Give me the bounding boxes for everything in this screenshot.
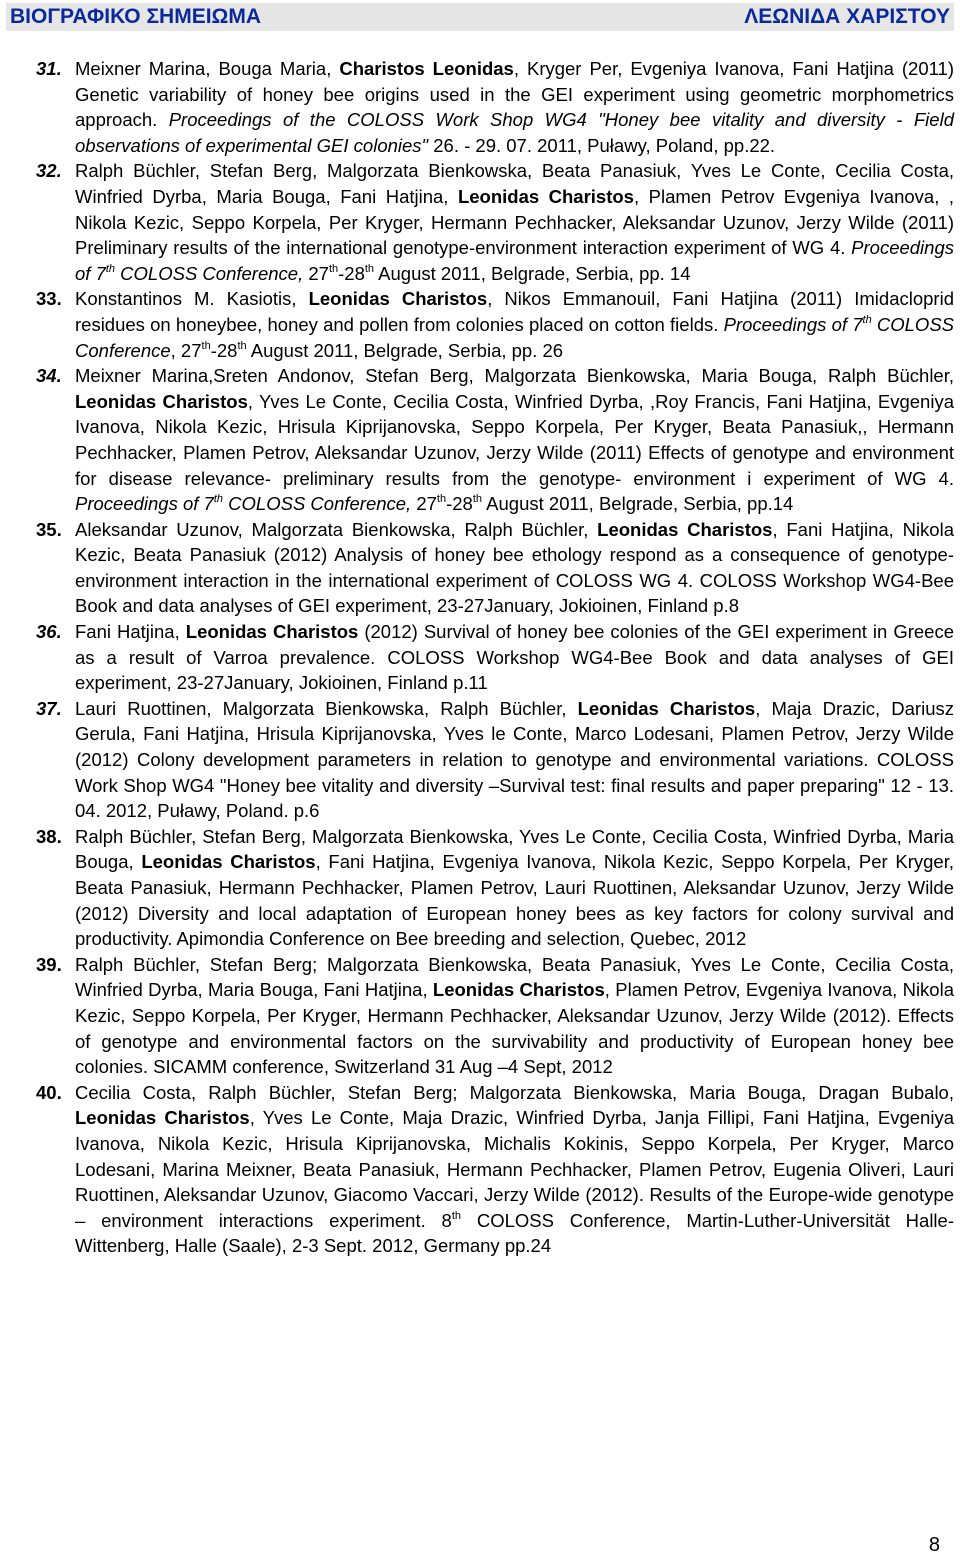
- reference-number: 36.: [36, 621, 62, 643]
- highlighted-author: Leonidas Charistos: [432, 979, 605, 1001]
- reference-segment: , Yves Le Conte, Cecilia Costa, Winfried Dyrba, ,Roy Francis, Fani Hatjina, Evgeniya Ivanova, Nikola Kezic, Hrisula Kiprijanovska, Seppo Korpela, Per Kryger, Beata Panasiuk,, Hermann Pechhacker, Plamen Petrov, Aleksandar Uzunov, Jerzy Wilde (2011) Effects of genotype and environment for disease relevance- preliminary results from the genotype- environment i experiment of WG 4.: [75, 390, 954, 489]
- reference-item: [36, 1080, 958, 1259]
- reference-text: [75, 1080, 954, 1259]
- proceedings-title: COLOSS Conference,: [223, 493, 412, 515]
- reference-number: 34.: [36, 365, 62, 387]
- reference-segment: August 2011, Belgrade, Serbia, pp.14: [482, 493, 794, 515]
- reference-text: [75, 286, 954, 363]
- highlighted-author: Leonidas Charistos: [75, 390, 248, 412]
- highlighted-author: Leonidas Charistos: [185, 621, 359, 643]
- reference-text: [75, 56, 954, 158]
- reference-segment: COLOSS Conference, Martin-Luther-Universität Halle-Wittenberg, Halle (Saale), 2-3 Sept. 2012, Germany pp.24: [75, 1209, 954, 1257]
- reference-segment: August 2011, Belgrade, Serbia, pp. 14: [374, 262, 691, 284]
- highlighted-author: Charistos Leonidas: [339, 58, 514, 79]
- reference-number: 38.: [36, 825, 62, 847]
- page-number: 8: [928, 1534, 940, 1556]
- reference-segment: , Kryger Per, Evgeniya Ivanova, Fani Hatjina (2011) Genetic variability of honey bee origins used in the GEI experiment using geometric morphometrics approach.: [75, 58, 954, 131]
- proceedings-title: Proceedings of the COLOSS Work Shop WG4 "Honey bee vitality and diversity - Field observations of experimental GEI colonies": [75, 109, 954, 156]
- reference-segment: Ralph Büchler, Stefan Berg; Malgorzata Bienkowska, Beata Panasiuk, Yves Le Conte, Cecilia Costa, Winfried Dyrba, Maria Bouga, Fani Hatjina,: [75, 953, 954, 1001]
- ordinal-suffix: th: [105, 262, 116, 275]
- reference-segment: , Fani Hatjina, Nikola Kezic, Beata Panasiuk (2012) Analysis of honey bee ethology respond as a consequence of genotype-environment interaction in the international experiment of COLOSS WG 4. COLOSS Workshop WG4-Bee Book and data analyses of GEI experiment, 23-27January, Jokioinen, Finland p.8: [75, 518, 954, 617]
- reference-segment: , Maja Drazic, Dariusz Gerula, Fani Hatjina, Hrisula Kiprijanovska, Yves le Conte, Marco Lodesani, Plamen Petrov, Jerzy Wilde (2012) Colony development parameters in relation to genotype and environmental variations. COLOSS Work Shop WG4 "Honey bee vitality and diversity –Survival test: final results and paper preparing" 12 - 13. 04. 2012, Puławy, Poland. p.6: [75, 697, 954, 822]
- reference-text: [75, 824, 954, 952]
- ordinal-suffix: th: [213, 493, 224, 506]
- reference-text: [75, 696, 954, 824]
- proceedings-title: Proceedings of 7: [723, 313, 863, 335]
- proceedings-title: COLOSS Conference: [75, 313, 955, 361]
- reference-segment: , Fani Hatjina, Evgeniya Ivanova, Nikola Kezic, Seppo Korpela, Per Kryger, Beata Panasiuk, Hermann Pechhacker, Plamen Petrov, Lauri Ruottinen, Aleksandar Uzunov, Jerzy Wilde (2012) Diversity and local adaptation of European honey bees as key factors for colony survival and productivity. Apimondia Conference on Bee breeding and selection, Quebec, 2012: [75, 851, 954, 950]
- reference-number: 33.: [36, 288, 62, 310]
- reference-item: [36, 363, 958, 517]
- reference-text: [75, 952, 954, 1080]
- reference-segment: -28: [338, 262, 365, 284]
- reference-number: 35.: [36, 518, 62, 540]
- ordinal-suffix: th: [862, 313, 872, 326]
- reference-segment: Ralph Büchler, Stefan Berg, Malgorzata Bienkowska, Yves Le Conte, Cecilia Costa, Winfried Dyrba, Maria Bouga,: [75, 825, 954, 873]
- reference-segment: , Nikos Emmanouil, Fani Hatjina (2011) Imidacloprid residues on honeybee, honey and pollen from colonies placed on cotton fields.: [75, 288, 954, 335]
- reference-segment: Meixner Marina, Bouga Maria,: [75, 58, 340, 79]
- reference-number: 37.: [36, 697, 62, 719]
- reference-text: [75, 619, 954, 696]
- reference-segment: Konstantinos M. Kasiotis,: [75, 288, 309, 310]
- reference-number: 31.: [36, 58, 62, 79]
- ordinal-suffix: th: [472, 493, 483, 506]
- ordinal-suffix: th: [237, 339, 247, 352]
- reference-item: [36, 286, 958, 363]
- reference-segment: Aleksandar Uzunov, Malgorzata Bienkowska, Ralph Büchler,: [75, 518, 598, 540]
- reference-item: [36, 696, 958, 824]
- highlighted-author: Leonidas Charistos: [577, 697, 756, 719]
- reference-segment: , Yves Le Conte, Maja Drazic, Winfried Dyrba, Janja Fillipi, Fani Hatjina, Evgeniya Ivanova, Nikola Kezic, Hrisula Kiprijanovska, Michalis Kokinis, Seppo Korpela, Per Kryger, Marco Lodesani, Marina Meixner, Beata Panasiuk, Hermann Pechhacker, Plamen Petrov, Eugenia Oliveri, Lauri Ruottinen, Aleksandar Uzunov, Giacomo Vaccari, Jerzy Wilde (2012). Results of the Europe-wide genotype – environment interactions experiment. 8: [75, 1107, 954, 1231]
- ordinal-suffix: th: [436, 493, 447, 506]
- highlighted-author: Leonidas Charistos: [75, 1107, 250, 1129]
- highlighted-author: Leonidas Charistos: [597, 518, 773, 540]
- reference-segment: , Plamen Petrov Evgeniya Ivanova, , Nikola Kezic, Seppo Korpela, Per Kryger, Hermann Pechhacker, Aleksandar Uzunov, Jerzy Wilde (2011) Preliminary results of the international genotype-environment interaction experiment of WG 4.: [75, 185, 954, 259]
- reference-item: [36, 517, 958, 619]
- reference-item: [36, 824, 958, 952]
- reference-text: [75, 363, 954, 517]
- ordinal-suffix: th: [451, 1209, 462, 1222]
- reference-segment: (2012) Survival of honey bee colonies of the GEI experiment in Greece as a result of Varroa prevalence. COLOSS Workshop WG4-Bee Book and data analyses of GEI experiment, 23-27January, Jokioinen, Finland p.11: [75, 621, 954, 694]
- reference-item: [36, 619, 958, 696]
- header-right-title: ΛΕΩΝΙΔΑ ΧΑΡΙΣΤΟΥ: [744, 5, 950, 28]
- highlighted-author: Leonidas Charistos: [457, 185, 634, 207]
- reference-segment: , Plamen Petrov, Evgeniya Ivanova, Nikola Kezic, Seppo Korpela, Per Kryger, Hermann Pechhacker, Aleksandar Uzunov, Jerzy Wilde (2012). Effects of genotype and environmental factors on the survivability and productivity of European honey bee colonies. SICAMM conference, Switzerland 31 Aug –4 Sept, 2012: [75, 979, 954, 1078]
- header-left-title: ΒΙΟΓΡΑΦΙΚΟ ΣΗΜΕΙΩΜΑ: [10, 5, 262, 28]
- reference-segment: 27: [303, 262, 329, 284]
- reference-segment: Ralph Büchler, Stefan Berg, Malgorzata Bienkowska, Beata Panasiuk, Yves Le Conte, Cecilia Costa, Winfried Dyrba, Maria Bouga, Fani Hatjina,: [75, 160, 954, 207]
- reference-number: 40.: [36, 1081, 62, 1103]
- reference-item: [36, 56, 958, 158]
- reference-segment: Cecilia Costa, Ralph Büchler, Stefan Berg; Malgorzata Bienkowska, Maria Bouga, Dragan Bubalo,: [75, 1081, 954, 1103]
- reference-segment: , 27: [170, 339, 202, 361]
- reference-segment: -28: [210, 339, 238, 361]
- proceedings-title: Proceedings of 7: [75, 493, 214, 515]
- reference-item: [36, 158, 958, 286]
- reference-segment: Lauri Ruottinen, Malgorzata Bienkowska, Ralph Büchler,: [75, 697, 578, 719]
- reference-text: [75, 517, 954, 619]
- reference-item: [36, 952, 958, 1080]
- reference-text: [75, 158, 954, 286]
- ordinal-suffix: th: [201, 339, 211, 352]
- reference-list: [36, 56, 958, 1259]
- highlighted-author: Leonidas Charistos: [141, 851, 316, 873]
- ordinal-suffix: th: [328, 262, 339, 275]
- ordinal-suffix: th: [364, 262, 375, 275]
- reference-segment: 27: [411, 493, 437, 515]
- reference-segment: 26. - 29. 07. 2011, Puławy, Poland, pp.22.: [428, 134, 776, 156]
- reference-segment: Fani Hatjina,: [75, 621, 186, 643]
- reference-segment: Meixner Marina,Sreten Andonov, Stefan Berg, Malgorzata Bienkowska, Maria Bouga, Ralph Büchler,: [75, 365, 954, 387]
- page-header: [6, 3, 954, 31]
- highlighted-author: Leonidas Charistos: [308, 288, 488, 310]
- reference-number: 32.: [36, 160, 62, 182]
- reference-segment: August 2011, Belgrade, Serbia, pp. 26: [246, 339, 564, 361]
- proceedings-title: COLOSS Conference,: [115, 262, 304, 284]
- proceedings-title: Proceedings of 7: [75, 237, 954, 284]
- reference-number: 39.: [36, 953, 62, 975]
- reference-segment: -28: [446, 493, 473, 515]
